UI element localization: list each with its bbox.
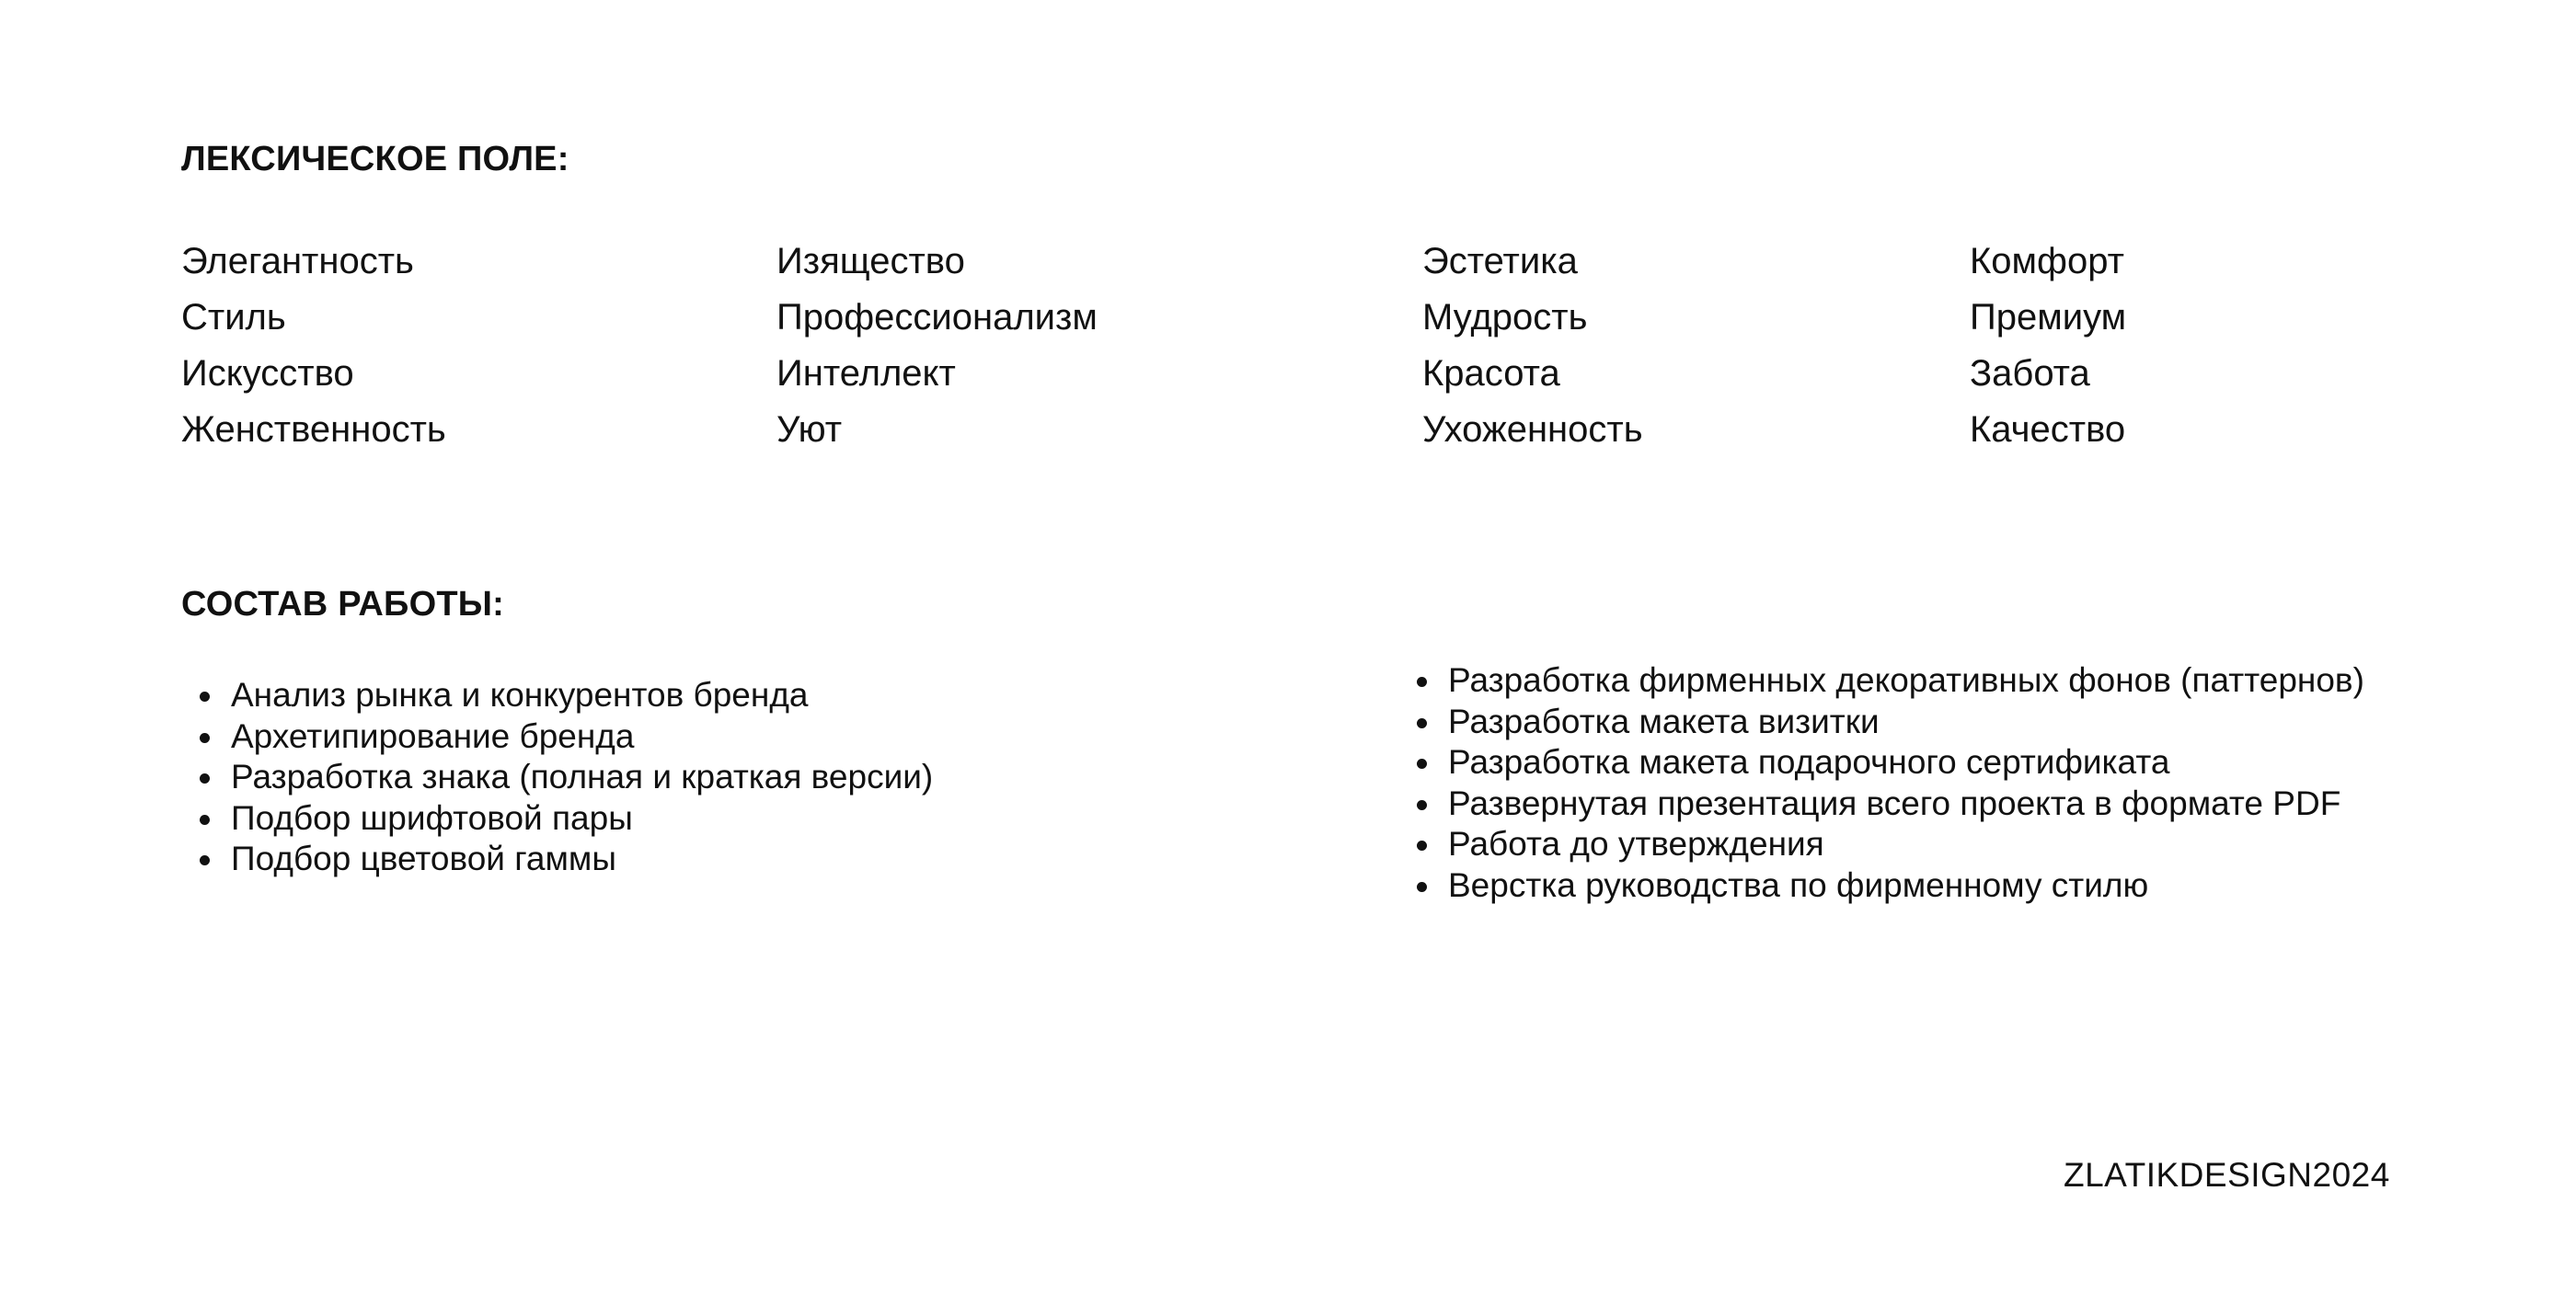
lexical-word: Интеллект	[776, 353, 956, 394]
scope-list-item: Подбор цветовой гаммы	[181, 839, 933, 880]
lexical-column-4	[1970, 234, 2126, 458]
lexical-word: Комфорт	[1970, 241, 2124, 281]
scope-list-item: Верстка руководства по фирменному стилю	[1398, 865, 2364, 907]
lexical-word: Изящество	[776, 241, 965, 281]
lexical-word: Профессионализм	[776, 297, 1098, 338]
scope-list-item: Архетипирование бренда	[181, 716, 933, 758]
scope-list-item: Разработка знака (полная и краткая версии)	[181, 757, 933, 798]
lexical-word: Элегантность	[181, 241, 414, 281]
lexical-word: Уют	[776, 409, 843, 450]
scope-list-item: Анализ рынка и конкурентов бренда	[181, 675, 933, 716]
lexical-column-2	[776, 234, 1098, 458]
lexical-word: Эстетика	[1422, 241, 1578, 281]
scope-list-right	[1398, 660, 2364, 906]
lexical-word: Забота	[1970, 353, 2090, 394]
lexical-word: Стиль	[181, 297, 286, 338]
lexical-word: Премиум	[1970, 297, 2127, 338]
scope-of-work-title: СОСТАВ РАБОТЫ:	[181, 585, 504, 624]
scope-list-item: Разработка фирменных декоративных фонов (паттернов)	[1398, 660, 2364, 702]
lexical-word: Качество	[1970, 409, 2126, 450]
lexical-word: Ухоженность	[1422, 409, 1643, 450]
lexical-word: Мудрость	[1422, 297, 1588, 338]
footer-brand-signature: ZLATIKDESIGN2024	[2064, 1156, 2390, 1194]
lexical-column-3	[1422, 234, 1643, 458]
scope-list-item: Подбор шрифтовой пары	[181, 798, 933, 840]
lexical-column-1	[181, 234, 446, 458]
lexical-word: Красота	[1422, 353, 1560, 394]
lexical-word: Женственность	[181, 409, 446, 450]
scope-list-item: Работа до утверждения	[1398, 824, 2364, 865]
scope-list-item: Разработка макета подарочного сертификата	[1398, 742, 2364, 784]
lexical-field-title: ЛЕКСИЧЕСКОЕ ПОЛЕ:	[181, 140, 569, 178]
scope-list-item: Развернутая презентация всего проекта в формате PDF	[1398, 784, 2364, 825]
scope-list-item: Разработка макета визитки	[1398, 702, 2364, 743]
lexical-word: Искусство	[181, 353, 354, 394]
scope-list-left	[181, 675, 933, 880]
